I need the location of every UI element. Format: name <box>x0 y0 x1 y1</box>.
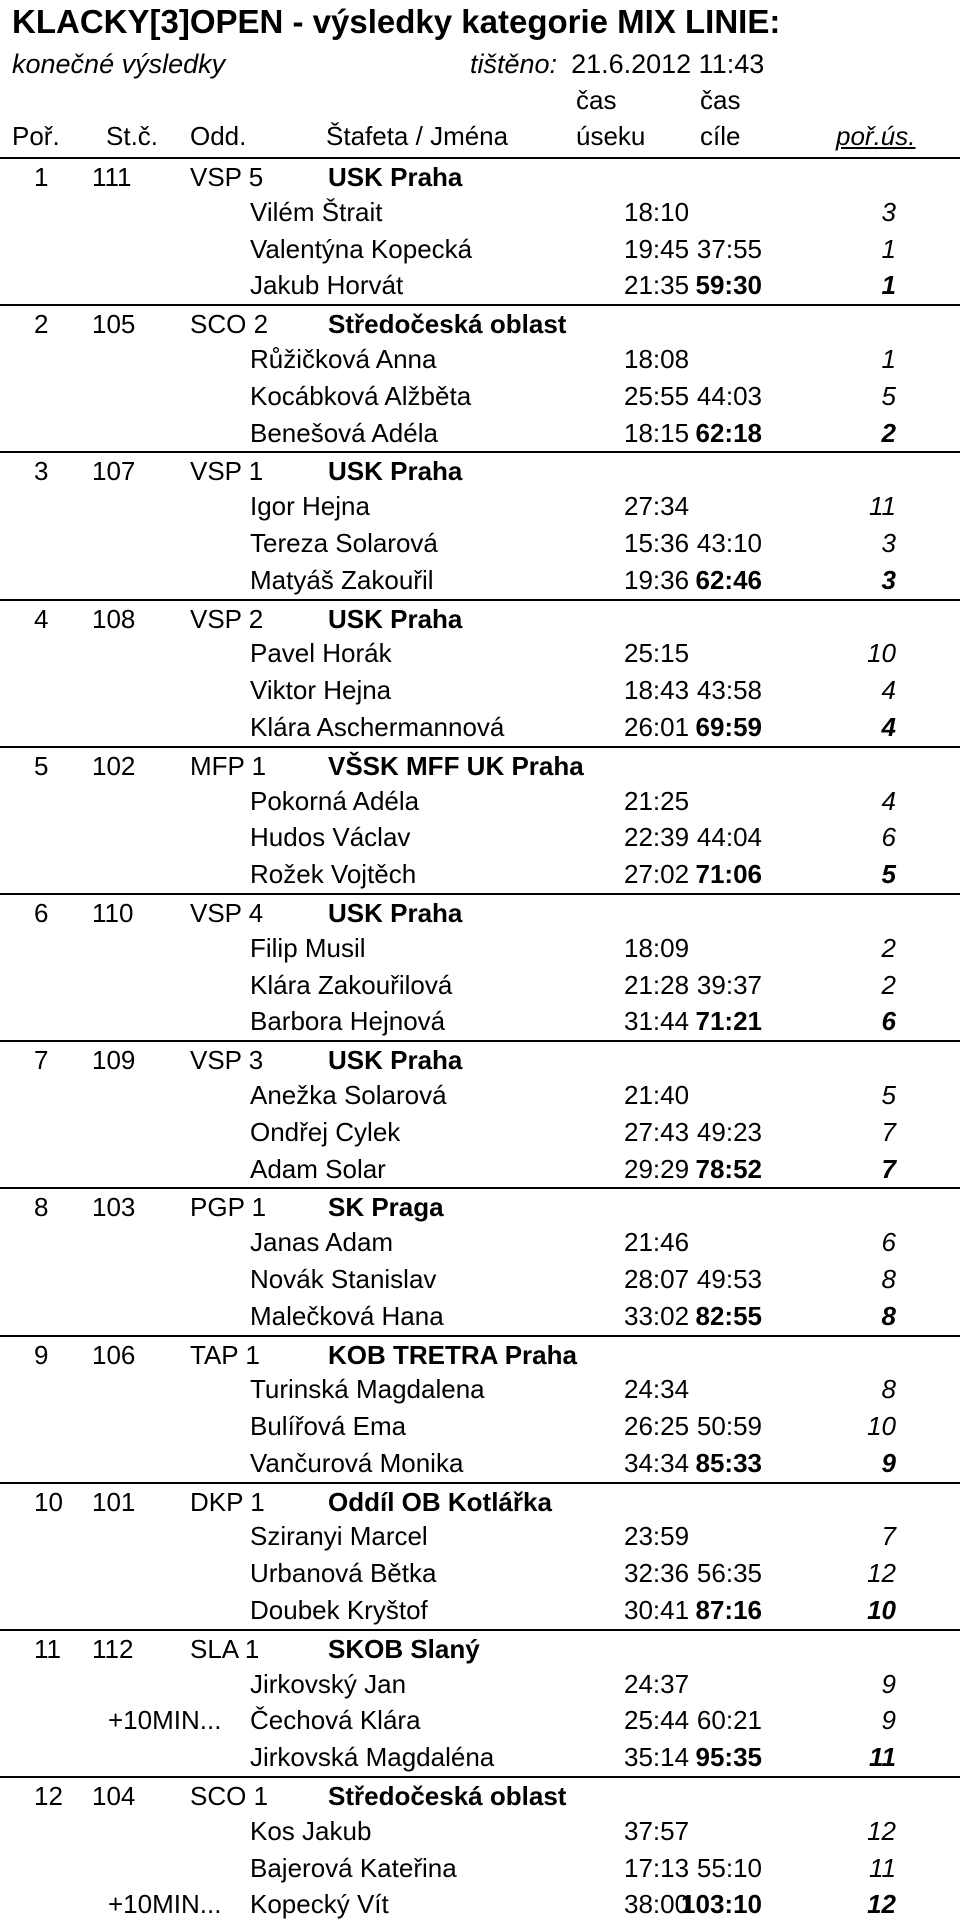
team-name: USK Praha <box>328 162 463 192</box>
runner-name: Tereza Solarová <box>250 527 438 558</box>
leg-place: 10 <box>867 1595 896 1626</box>
leg-time: 18:08 <box>624 343 690 374</box>
team-club-code: PGP 1 <box>190 1192 267 1223</box>
leg-time: 21:35 <box>624 270 690 301</box>
runner-name: Kos Jakub <box>250 1815 372 1846</box>
runner-row <box>0 1408 960 1445</box>
leg-time: 21:46 <box>624 1227 690 1258</box>
leg-time: 30:41 <box>624 1595 690 1626</box>
runner-row <box>0 1114 960 1151</box>
team-club-code: DKP 1 <box>190 1486 265 1517</box>
runner-name: Vilém Štrait <box>250 196 383 227</box>
leg-time: 27:43 <box>624 1116 690 1147</box>
leg-time: 32:36 <box>624 1558 690 1589</box>
header-finish-bottom: cíle <box>700 121 741 151</box>
leg-time: 21:25 <box>624 785 690 816</box>
team-club-code: VSP 3 <box>190 1045 264 1076</box>
team-row <box>0 1776 960 1813</box>
team-name: KOB TRETRA Praha <box>328 1339 577 1370</box>
finish-time: 59:30 <box>695 270 762 301</box>
runner-note: +10MIN... <box>108 1889 222 1920</box>
header-leg-top: čas <box>576 85 617 115</box>
leg-place: 2 <box>881 969 896 1000</box>
runner-row <box>0 1592 960 1629</box>
header-team: Štafeta / Jména <box>326 121 509 151</box>
leg-place: 1 <box>881 343 896 374</box>
leg-time: 21:40 <box>624 1079 690 1110</box>
runner-name: Igor Hejna <box>250 491 370 522</box>
printed-label: tištěno: <box>470 49 558 79</box>
leg-place: 12 <box>867 1558 896 1589</box>
team-row <box>0 1482 960 1519</box>
leg-time: 19:36 <box>624 564 690 595</box>
team-club-code: VSP 1 <box>190 456 264 487</box>
leg-time: 38:00 <box>624 1889 690 1920</box>
finish-time: 71:06 <box>695 859 762 890</box>
team-name: Středočeská oblast <box>328 309 567 340</box>
leg-place: 8 <box>881 1300 896 1331</box>
runner-row <box>0 267 960 304</box>
finish-time: 49:23 <box>696 1116 762 1147</box>
leg-place: 11 <box>869 491 896 522</box>
leg-place: 6 <box>881 1006 896 1037</box>
runner-row <box>0 783 960 820</box>
leg-place: 3 <box>881 564 896 595</box>
runner-row <box>0 341 960 378</box>
leg-time: 31:44 <box>624 1006 690 1037</box>
leg-place: 10 <box>867 638 896 669</box>
runner-name: Kopecký Vít <box>250 1889 389 1920</box>
leg-place: 2 <box>881 417 896 448</box>
team-name: SK Praga <box>328 1192 444 1223</box>
runner-name: Sziranyi Marcel <box>250 1521 428 1552</box>
team-club-code: SCO 2 <box>190 309 269 340</box>
runner-row <box>0 1702 960 1739</box>
runner-name: Filip Musil <box>250 932 366 963</box>
team-rank: 4 <box>34 603 49 634</box>
runner-name: Adam Solar <box>250 1153 386 1184</box>
runner-row <box>0 562 960 599</box>
leg-time: 19:45 <box>624 233 690 264</box>
finish-time: 62:18 <box>695 417 762 448</box>
runner-name: Vančurová Monika <box>250 1447 464 1478</box>
finish-time: 82:55 <box>695 1300 762 1331</box>
runner-name: Janas Adam <box>250 1227 394 1258</box>
leg-time: 37:57 <box>624 1815 690 1846</box>
team-name: USK Praha <box>328 603 463 634</box>
leg-place: 1 <box>881 270 896 301</box>
team-start-number: 107 <box>92 456 136 487</box>
team-rank: 1 <box>34 162 49 192</box>
header-leg-bottom: úseku <box>576 121 646 151</box>
leg-place: 5 <box>881 859 896 890</box>
finish-time: 44:04 <box>696 822 762 853</box>
runner-name: Hudos Václav <box>250 822 411 853</box>
team-rank: 9 <box>34 1339 49 1370</box>
leg-place: 7 <box>881 1153 896 1184</box>
runner-row <box>0 1555 960 1592</box>
leg-place: 4 <box>881 785 896 816</box>
runner-row <box>0 415 960 452</box>
finish-time: 71:21 <box>695 1006 762 1037</box>
runner-name: Urbanová Bětka <box>250 1558 437 1589</box>
leg-place: 4 <box>881 711 896 742</box>
team-club-code: MFP 1 <box>190 750 267 781</box>
leg-time: 27:02 <box>624 859 690 890</box>
team-name: USK Praha <box>328 1045 463 1076</box>
team-name: USK Praha <box>328 897 463 928</box>
runner-name: Čechová Klára <box>250 1705 421 1736</box>
team-name: USK Praha <box>328 456 463 487</box>
leg-place: 7 <box>881 1116 896 1147</box>
runner-name: Pavel Horák <box>250 638 392 669</box>
team-club-code: VSP 5 <box>190 162 264 192</box>
team-start-number: 111 <box>92 162 132 192</box>
team-row <box>0 304 960 341</box>
finish-time: 95:35 <box>695 1742 762 1773</box>
finish-time: 87:16 <box>695 1595 762 1626</box>
leg-place: 5 <box>881 1079 896 1110</box>
team-row <box>0 1040 960 1077</box>
runner-name: Jakub Horvát <box>250 270 404 301</box>
runner-name: Ondřej Cylek <box>250 1116 401 1147</box>
runner-row <box>0 1298 960 1335</box>
leg-time: 33:02 <box>624 1300 690 1331</box>
leg-time: 29:29 <box>624 1153 690 1184</box>
runner-name: Klára Zakouřilová <box>250 969 453 1000</box>
team-row <box>0 157 960 194</box>
team-rank: 8 <box>34 1192 49 1223</box>
finish-time: 62:46 <box>695 564 762 595</box>
runner-name: Pokorná Adéla <box>250 785 420 816</box>
runner-name: Doubek Kryštof <box>250 1595 428 1626</box>
leg-place: 12 <box>867 1889 896 1920</box>
team-start-number: 102 <box>92 750 136 781</box>
leg-place: 12 <box>867 1815 896 1846</box>
leg-time: 15:36 <box>624 527 690 558</box>
runner-row <box>0 1518 960 1555</box>
finish-time: 78:52 <box>695 1153 762 1184</box>
finish-time: 69:59 <box>695 711 762 742</box>
runner-row <box>0 1003 960 1040</box>
team-row <box>0 1187 960 1224</box>
leg-time: 21:28 <box>624 969 690 1000</box>
leg-place: 10 <box>867 1411 896 1442</box>
leg-place: 9 <box>881 1705 896 1736</box>
runner-row <box>0 1886 960 1923</box>
finish-time: 44:03 <box>696 380 762 411</box>
finish-time: 55:10 <box>696 1852 762 1883</box>
team-start-number: 108 <box>92 603 136 634</box>
leg-place: 6 <box>881 1227 896 1258</box>
team-club-code: VSP 4 <box>190 897 264 928</box>
team-rank: 5 <box>34 750 49 781</box>
team-start-number: 104 <box>92 1781 136 1812</box>
leg-time: 25:15 <box>624 638 690 669</box>
leg-place: 8 <box>881 1374 896 1405</box>
printed-stamp <box>470 46 764 82</box>
team-row <box>0 893 960 930</box>
runner-row <box>0 856 960 893</box>
runner-row <box>0 378 960 415</box>
leg-time: 28:07 <box>624 1263 690 1294</box>
results-table <box>0 157 960 1923</box>
team-rank: 12 <box>34 1781 63 1812</box>
team-name: VŠSK MFF UK Praha <box>328 750 584 781</box>
leg-place: 5 <box>881 380 896 411</box>
team-name: Středočeská oblast <box>328 1781 567 1812</box>
runner-row <box>0 709 960 746</box>
team-start-number: 112 <box>92 1633 134 1664</box>
runner-name: Rožek Vojtěch <box>250 859 417 890</box>
team-start-number: 101 <box>92 1486 136 1517</box>
runner-name: Turinská Magdalena <box>250 1374 485 1405</box>
runner-row <box>0 1371 960 1408</box>
team-rank: 2 <box>34 309 49 340</box>
runner-row <box>0 1077 960 1114</box>
leg-time: 23:59 <box>624 1521 690 1552</box>
leg-time: 26:25 <box>624 1411 690 1442</box>
finish-time: 60:21 <box>696 1705 762 1736</box>
header-start: St.č. <box>106 121 159 151</box>
runner-row <box>0 194 960 231</box>
finish-time: 43:58 <box>696 675 762 706</box>
team-club-code: VSP 2 <box>190 603 264 634</box>
runner-row <box>0 1151 960 1188</box>
runner-row <box>0 1850 960 1887</box>
runner-name: Růžičková Anna <box>250 343 437 374</box>
leg-place: 8 <box>881 1263 896 1294</box>
team-club-code: TAP 1 <box>190 1339 260 1370</box>
runner-row <box>0 930 960 967</box>
team-start-number: 103 <box>92 1192 136 1223</box>
team-club-code: SLA 1 <box>190 1633 260 1664</box>
page-title: KLACKY[3]OPEN - výsledky kategorie MIX LINIE: <box>12 3 781 40</box>
team-name: SKOB Slaný <box>328 1633 480 1664</box>
leg-time: 18:43 <box>624 675 690 706</box>
page-subtitle: konečné výsledky <box>12 49 226 79</box>
runner-name: Malečková Hana <box>250 1300 444 1331</box>
runner-name: Benešová Adéla <box>250 417 438 448</box>
leg-time: 24:34 <box>624 1374 690 1405</box>
leg-time: 25:55 <box>624 380 690 411</box>
team-rank: 6 <box>34 897 49 928</box>
header-leg-place: poř.ús. <box>836 121 916 151</box>
runner-note: +10MIN... <box>108 1705 222 1736</box>
runner-name: Jirkovská Magdaléna <box>250 1742 495 1773</box>
finish-time: 50:59 <box>696 1411 762 1442</box>
team-club-code: SCO 1 <box>190 1781 269 1812</box>
team-row <box>0 746 960 783</box>
team-start-number: 109 <box>92 1045 136 1076</box>
runner-name: Bajerová Kateřina <box>250 1852 457 1883</box>
runner-name: Novák Stanislav <box>250 1263 437 1294</box>
runner-name: Viktor Hejna <box>250 675 392 706</box>
leg-place: 11 <box>869 1742 896 1773</box>
leg-time: 35:14 <box>624 1742 690 1773</box>
team-start-number: 106 <box>92 1339 136 1370</box>
runner-row <box>0 525 960 562</box>
leg-place: 2 <box>881 932 896 963</box>
leg-place: 9 <box>881 1668 896 1699</box>
leg-time: 25:44 <box>624 1705 690 1736</box>
header-club: Odd. <box>190 121 247 151</box>
leg-time: 18:09 <box>624 932 690 963</box>
runner-row <box>0 1445 960 1482</box>
team-start-number: 110 <box>92 897 134 928</box>
team-rank: 11 <box>34 1633 61 1664</box>
leg-time: 18:10 <box>624 196 690 227</box>
runner-name: Valentýna Kopecká <box>250 233 473 264</box>
leg-place: 11 <box>869 1852 896 1883</box>
team-start-number: 105 <box>92 309 136 340</box>
leg-place: 6 <box>881 822 896 853</box>
team-rank: 10 <box>34 1486 63 1517</box>
team-row <box>0 1629 960 1666</box>
team-row <box>0 1335 960 1372</box>
leg-time: 27:34 <box>624 491 690 522</box>
runner-name: Bulířová Ema <box>250 1411 407 1442</box>
leg-place: 1 <box>881 233 896 264</box>
finish-time: 37:55 <box>696 233 762 264</box>
finish-time: 49:53 <box>696 1263 762 1294</box>
header-finish-top: čas <box>700 85 741 115</box>
runner-row <box>0 967 960 1004</box>
runner-row <box>0 488 960 525</box>
runner-name: Jirkovský Jan <box>250 1668 407 1699</box>
runner-name: Barbora Hejnová <box>250 1006 446 1037</box>
leg-time: 34:34 <box>624 1447 690 1478</box>
runner-row <box>0 672 960 709</box>
runner-row <box>0 1813 960 1850</box>
header-rank: Poř. <box>12 121 60 151</box>
team-rank: 7 <box>34 1045 49 1076</box>
runner-row <box>0 1666 960 1703</box>
runner-name: Anežka Solarová <box>250 1079 447 1110</box>
finish-time: 56:35 <box>696 1558 762 1589</box>
finish-time: 39:37 <box>696 969 762 1000</box>
leg-time: 26:01 <box>624 711 690 742</box>
runner-name: Matyáš Zakouřil <box>250 564 434 595</box>
team-row <box>0 599 960 636</box>
leg-place: 3 <box>881 527 896 558</box>
runner-row <box>0 819 960 856</box>
runner-row <box>0 1739 960 1776</box>
leg-time: 22:39 <box>624 822 690 853</box>
finish-time: 43:10 <box>696 527 762 558</box>
finish-time: 103:10 <box>681 1889 762 1920</box>
runner-name: Klára Aschermannová <box>250 711 505 742</box>
team-name: Oddíl OB Kotlářka <box>328 1486 552 1517</box>
leg-place: 3 <box>881 196 896 227</box>
runner-row <box>0 635 960 672</box>
runner-row <box>0 1261 960 1298</box>
leg-place: 7 <box>881 1521 896 1552</box>
leg-place: 4 <box>881 675 896 706</box>
finish-time: 85:33 <box>695 1447 762 1478</box>
runner-name: Kocábková Alžběta <box>250 380 472 411</box>
runner-row <box>0 1224 960 1261</box>
printed-value: 21.6.2012 11:43 <box>571 49 765 79</box>
leg-time: 17:13 <box>624 1852 690 1883</box>
leg-time: 24:37 <box>624 1668 690 1699</box>
leg-time: 18:15 <box>624 417 690 448</box>
runner-row <box>0 231 960 268</box>
team-rank: 3 <box>34 456 49 487</box>
leg-place: 9 <box>881 1447 896 1478</box>
team-row <box>0 451 960 488</box>
